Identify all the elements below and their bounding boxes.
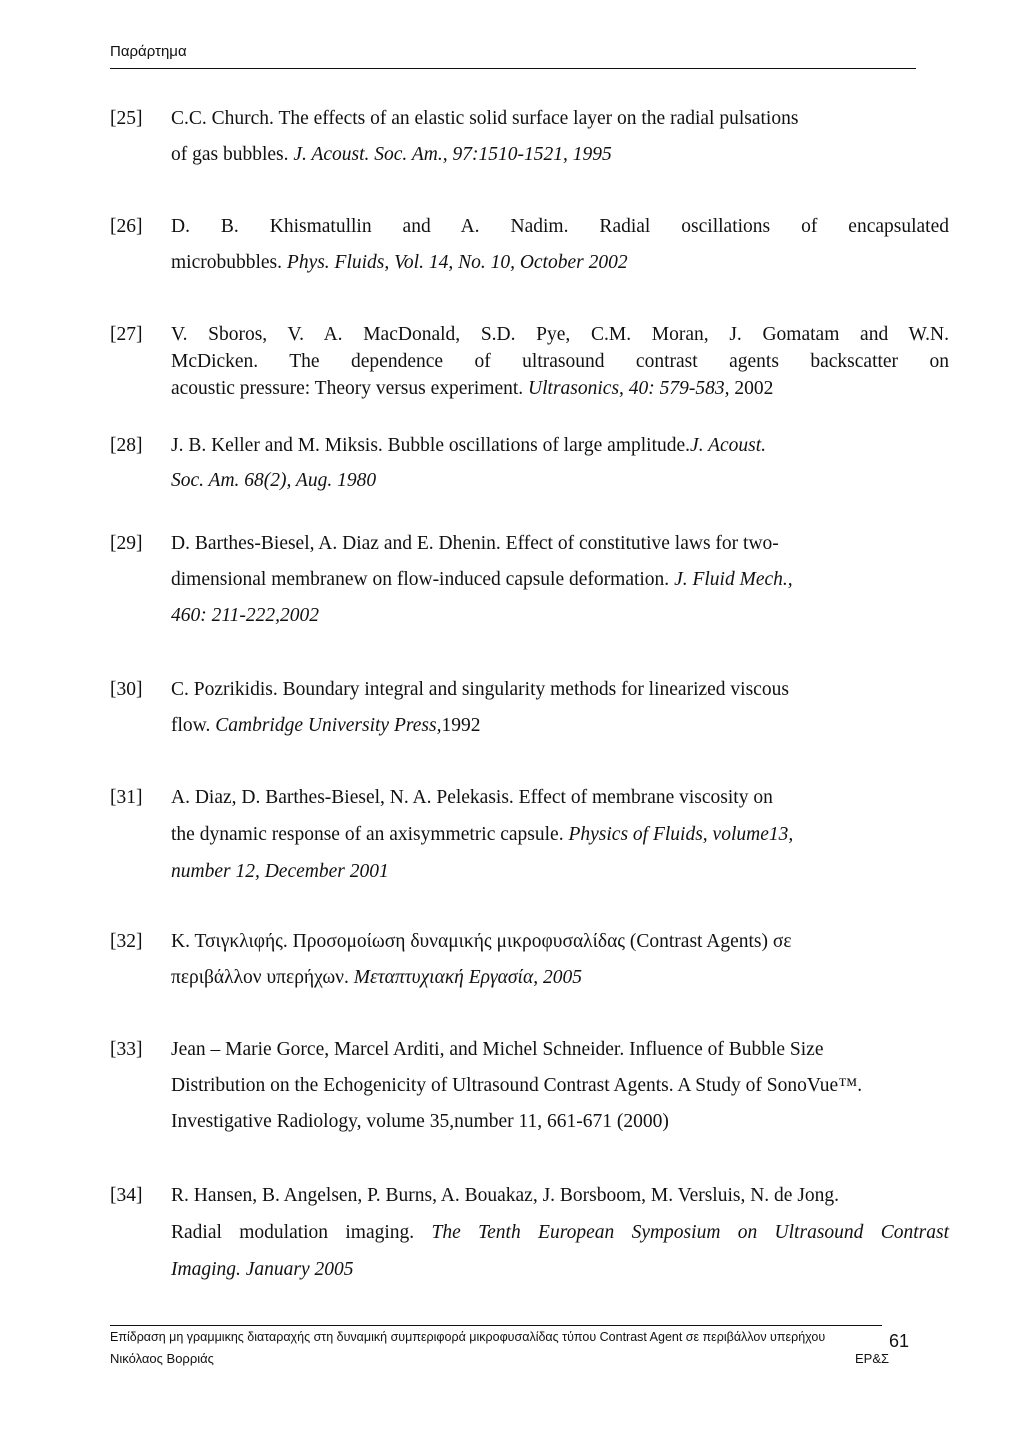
reference-line	[171, 1039, 824, 1061]
reference-line	[171, 787, 773, 809]
reference-text: the dynamic response of an axisymmetric capsule.	[171, 824, 569, 845]
reference-line	[171, 1185, 839, 1207]
reference-line	[171, 108, 798, 130]
reference-number: [31]	[110, 787, 143, 808]
reference-line	[171, 931, 792, 953]
reference-number: [26]	[110, 216, 143, 237]
reference-italic-text: Phys. Fluids, Vol. 14, No. 10, October 2002	[286, 252, 628, 273]
reference-line	[171, 824, 793, 846]
footer-thesis-title: Επίδραση μη γραμμικης διαταραχής στη δυναμική συμπεριφορά μικροφυσαλίδας τύπου Contrast Agent σε περιβάλλον υπερήχου	[110, 1330, 826, 1344]
reference-text: C. Pozrikidis. Boundary integral and singularity methods for linearized viscous	[171, 679, 789, 700]
reference-text: Investigative Radiology, volume 35,number 11, 661-671 (2000)	[171, 1111, 669, 1132]
header-rule	[110, 68, 916, 69]
reference-text: Jean – Marie Gorce, Marcel Arditi, and Michel Schneider. Influence of Bubble Size	[171, 1039, 824, 1060]
reference-line	[171, 679, 789, 701]
reference-line	[171, 1259, 354, 1281]
reference-italic-text: Physics of Fluids, volume13,	[568, 824, 794, 845]
reference-italic-text: The Tenth European Symposium on Ultrasound Contrast	[431, 1222, 950, 1243]
reference-text: C.C. Church. The effects of an elastic solid surface layer on the radial pulsations	[171, 108, 799, 129]
reference-line	[171, 569, 793, 591]
reference-italic-text: J. Acoust.	[690, 435, 767, 456]
reference-line	[171, 351, 949, 373]
reference-text: acoustic pressure: Theory versus experiment.	[171, 378, 529, 399]
reference-line	[171, 470, 376, 492]
page-header-title: Παράρτημα	[110, 43, 187, 60]
reference-line	[171, 435, 766, 457]
reference-line	[171, 1075, 862, 1097]
reference-number: [29]	[110, 533, 143, 554]
reference-text: Κ. Τσιγκλιφής. Προσομοίωση δυναμικής μικροφυσαλίδας (Contrast Agents) σε	[171, 931, 792, 952]
reference-text: Radial modulation imaging.	[171, 1222, 432, 1243]
reference-text: Distribution on the Echogenicity of Ultrasound Contrast Agents. A Study of SonoVue™.	[171, 1075, 863, 1096]
reference-line	[171, 605, 319, 627]
reference-line	[171, 324, 949, 346]
reference-text: V. Sboros, V. A. MacDonald, S.D. Pye, C.M. Moran, J. Gomatam and W.N.	[171, 324, 949, 345]
reference-text: R. Hansen, B. Angelsen, P. Burns, A. Bouakaz, J. Borsboom, M. Versluis, N. de Jong.	[171, 1185, 840, 1206]
reference-number: [33]	[110, 1039, 143, 1060]
reference-text: microbubbles.	[171, 252, 287, 273]
reference-line	[171, 861, 389, 883]
reference-italic-text: number 12, December 2001	[171, 861, 389, 882]
reference-italic-text: Μεταπτυχιακή Εργασία, 2005	[353, 967, 582, 988]
reference-text: dimensional membranew on flow-induced capsule deformation.	[171, 569, 675, 590]
reference-line	[171, 1111, 669, 1133]
reference-line	[171, 144, 612, 166]
reference-text: A. Diaz, D. Barthes-Biesel, N. A. Pelekasis. Effect of membrane viscosity on	[171, 787, 773, 808]
reference-text: περιβάλλον υπερήχων.	[171, 967, 354, 988]
reference-line	[171, 378, 773, 400]
reference-text: of gas bubbles.	[171, 144, 294, 165]
reference-italic-text: J. Fluid Mech.,	[674, 569, 793, 590]
reference-line	[171, 967, 582, 989]
reference-italic-text: Cambridge University Press,	[215, 715, 442, 736]
reference-line	[171, 715, 480, 737]
reference-line	[171, 216, 949, 238]
reference-text: J. B. Keller and M. Miksis. Bubble oscillations of large amplitude.	[171, 435, 691, 456]
reference-number: [28]	[110, 435, 143, 456]
reference-italic-text: Ultrasonics, 40: 579-583,	[528, 378, 730, 399]
reference-number: [32]	[110, 931, 143, 952]
footer-author: Νικόλαος Βορριάς	[110, 1351, 214, 1366]
footer-tag: ΕΡ&Σ	[855, 1351, 890, 1366]
reference-italic-text: Soc. Am. 68(2), Aug. 1980	[171, 470, 377, 491]
reference-italic-text: J. Acoust. Soc. Am., 97:1510-1521, 1995	[293, 144, 612, 165]
reference-italic-text: 460: 211-222,2002	[171, 605, 320, 626]
reference-text: McDicken. The dependence of ultrasound contrast agents backscatter on	[171, 351, 949, 372]
reference-text: 1992	[441, 715, 481, 736]
footer-rule	[110, 1325, 882, 1326]
reference-number: [27]	[110, 324, 143, 345]
page-number: 61	[889, 1331, 910, 1351]
reference-text: D. B. Khismatullin and A. Nadim. Radial oscillations of encapsulated	[171, 216, 949, 237]
reference-number: [30]	[110, 679, 143, 700]
reference-line	[171, 252, 628, 274]
reference-number: [34]	[110, 1185, 143, 1206]
reference-line	[171, 533, 779, 555]
reference-text: 2002	[729, 378, 774, 399]
reference-text: D. Barthes-Biesel, A. Diaz and E. Dhenin. Effect of constitutive laws for two-	[171, 533, 779, 554]
reference-line	[171, 1222, 949, 1244]
reference-text: flow.	[171, 715, 216, 736]
reference-italic-text: Imaging. January 2005	[171, 1259, 354, 1280]
reference-number: [25]	[110, 108, 143, 129]
